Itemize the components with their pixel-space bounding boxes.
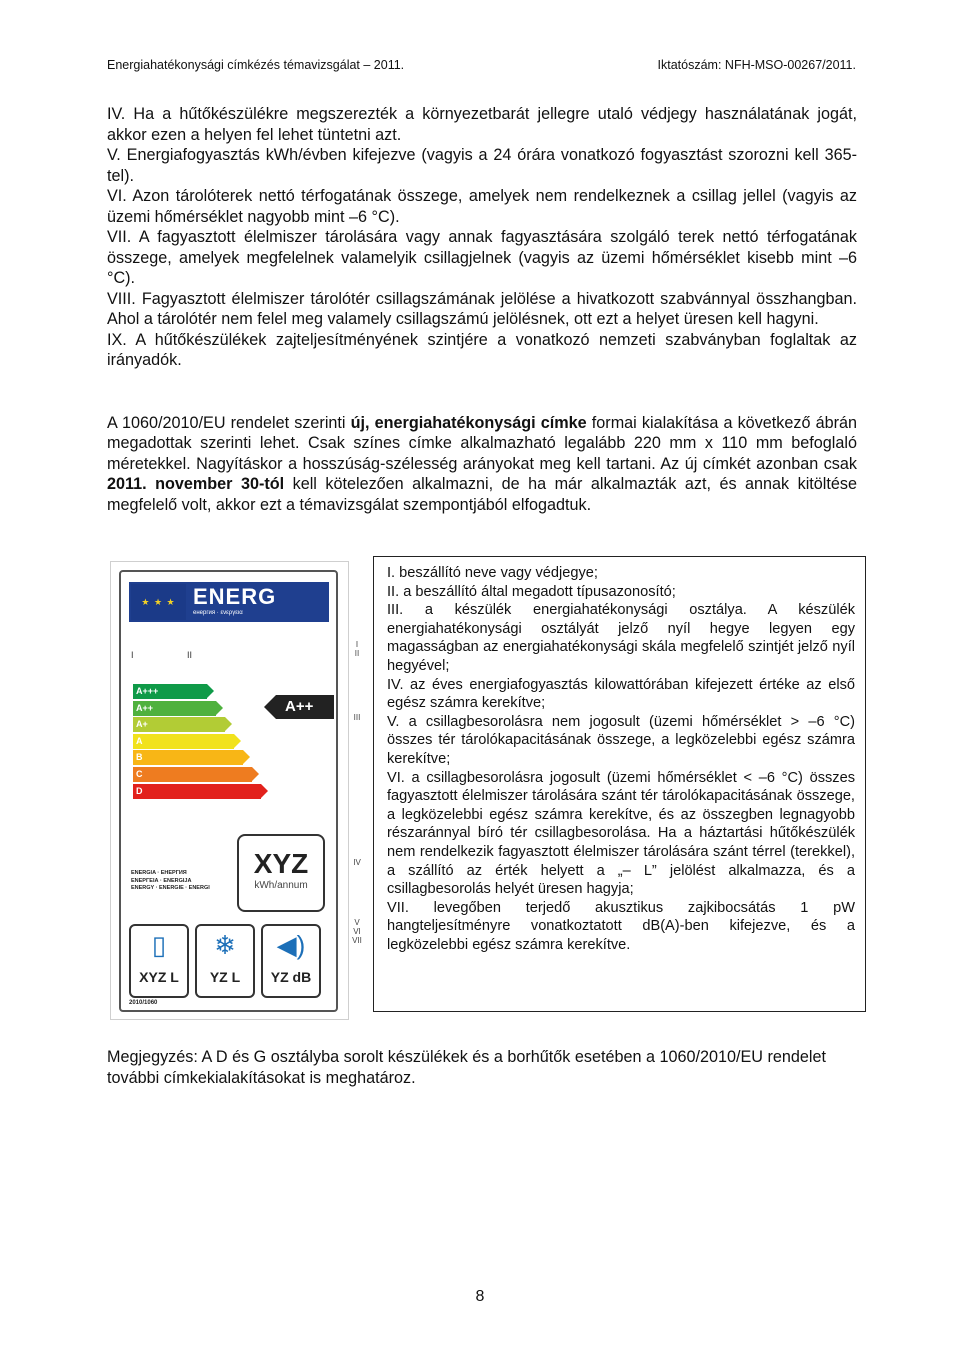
label-legend-box: [373, 556, 866, 1012]
note-paragraph: Megjegyzés: A D és G osztályba sorolt készülékek és a borhűtők esetében a 1060/2010/EU rendelet további címkekialakításokat is meghatároz.: [107, 1048, 826, 1087]
class-bar-a1: A+: [133, 717, 225, 732]
energy-label: [119, 570, 338, 1012]
legend-ii: II. a beszállító által megadott típusazonosító;: [387, 583, 676, 600]
side-roman-i-ii: I II: [354, 640, 360, 658]
current-class-arrow: A++: [276, 695, 334, 719]
consumption-value: XYZ: [253, 848, 309, 879]
legend-v: V. a csillagbesorolásra nem jogosult (üzemi hőmérséklet > –6 °C) összes tér tárolókapacitásának összege, a legközelebbi egész számra kerekítve;: [387, 713, 855, 767]
energ-sub: енергия · ενεργεια: [193, 610, 243, 616]
label-paragraph: A 1060/2010/EU rendelet szerinti új, energiahatékonysági címke formai kialakítása a következő ábrán megadottak szerinti lehet. Csak színes címke alkalmazható legalább 220 mm x 110 mm befoglaló méretekkel. Nagyításkor a hosszúság-szélesség arányokat meg kell tartani. Az új címkét azonban csak 2011. november 30-tól kell kötelezően alkalmazni, de ha már alkalmazták azt, és annak kitöltése megfelelő volt, akkor ezt a témavizsgálat szempontjából elfogadtuk.: [107, 414, 857, 514]
fridge-volume-box: [129, 924, 189, 998]
legend-vi: VI. a csillagbesorolásra jogosult (üzemi hőmérséklet < –6 °C) összes fagyasztott élelmiszer tárolására szánt tér tárolókapacitásának összege, a legközelebbi egész számra kerekítve, és az összegben legnagyobb részaránnyal bíró tér csillagbesorolása. Ha a háztartási hűtőkészülék nem rendelkezik fagyasztott élelmiszer tárolására szánt térrel (terekkel), a szállító az érték helyett a „– L” jelölést alkalmazza, és a csillagbesorolás helyét üresen hagyja;: [387, 769, 855, 898]
consumption-unit: kWh/annum: [254, 880, 308, 891]
freezer-volume-box: [195, 924, 255, 998]
snowflake-icon: ❄: [214, 930, 236, 960]
side-roman-v-vii: V VI VII: [352, 918, 362, 945]
class-bar-a2: A++: [133, 701, 216, 716]
energy-label-figure: [110, 561, 349, 1020]
legend-iii: III. a készülék energiahatékonysági osztálya. A készülék energiahatékonysági osztályát jelző nyíl hegye legyen egy magasságban az energiahatékonysági skála megfelelő szintjét jelző nyíl hegyével;: [387, 602, 855, 674]
item-v: V. Energiafogyasztás kWh/évben kifejezve (vagyis a 24 órára vonatkozó fogyasztást szorozni kell 365-tel).: [107, 146, 857, 185]
energ-word: ENERG: [193, 584, 277, 609]
header-right: Iktatószám: NFH-MSO-00267/2011.: [657, 58, 856, 72]
legend-i: I. beszállító neve vagy védjegye;: [387, 565, 598, 581]
item-vii: VII. A fagyasztott élelmiszer tárolására vagy annak fagyasztására szolgáló terek nettó térfogatának összege, amelyek megfelelnek valamelyik csillagjelnek (vagyis az üzemi hőmérséklet kisebb mint –6 °C).: [107, 228, 857, 287]
header-left: Energiahatékonysági címkézés témavizsgálat – 2011.: [107, 58, 405, 72]
item-vi: VI. Azon tárolóterek nettó térfogatának összege, amelyek nem rendelkeznek a csillag jellel (vagyis az üzemi hőmérséklet nagyobb mint –6 °C).: [107, 187, 857, 226]
freezer-volume-value: YZ L: [209, 969, 241, 985]
speaker-icon: ◀): [276, 930, 306, 960]
legend-vii: VII. levegőben terjedő akusztikus zajkibocsátás 1 pW hangteljesítményre vonatkoztatott dB(A)-ben kifejezve, és a legközelebbi egész számra kerekítve.: [387, 899, 855, 953]
item-viii: VIII. Fagyasztott élelmiszer tárolótér csillagszámának jelölése a hivatkozott szabvánnyal összhangban. Ahol a tárolótér nem felel meg valamely csillagszámú jelölésnek, ott ezt a helyet üresen kell hagyni.: [107, 289, 857, 328]
label-roman-i: I: [131, 650, 134, 660]
noise-value: YZ dB: [270, 969, 312, 985]
side-roman-iv: IV: [353, 858, 361, 867]
class-bar-b: B: [133, 750, 243, 765]
page-number: 8: [475, 1288, 485, 1305]
item-iv: IV. Ha a hűtőkészülékre megszerezték a környezetbarát jellegre utaló védjegy használatának jogát, akkor ezen a helyen fel lehet tüntetni azt.: [107, 105, 857, 144]
energy-banner: [129, 582, 329, 622]
noise-box: [261, 924, 321, 998]
main-list: [107, 104, 857, 371]
side-roman-iii: III: [353, 713, 361, 722]
regulation-number: 2010/1060: [129, 1000, 158, 1006]
eu-flag-icon: ★ ★ ★: [131, 584, 186, 620]
fridge-volume-value: XYZ L: [139, 969, 179, 985]
language-lines: ENERGIA · ЕНЕРГИЯ ENEPΓΕΙΑ · ENERGIJA ENERGY · ENERGIE · ENERGI: [131, 870, 210, 891]
efficiency-scale: [133, 684, 261, 800]
item-ix: IX. A hűtőkészülékek zajteljesítményének szintjére a vonatkozó nemzeti szabványban foglaltak az irányadók.: [107, 330, 857, 369]
class-bar-d: D: [133, 784, 261, 799]
fridge-icon: ▯: [151, 930, 167, 960]
legend-iv: IV. az éves energiafogyasztás kilowattórában kifejezett értéke az első egész számra kerekítve;: [387, 676, 855, 712]
label-roman-ii: II: [187, 650, 193, 660]
class-bar-a: A: [133, 734, 234, 749]
class-bar-a3: A+++: [133, 684, 207, 699]
class-bar-c: C: [133, 767, 252, 782]
consumption-box: [237, 834, 325, 912]
